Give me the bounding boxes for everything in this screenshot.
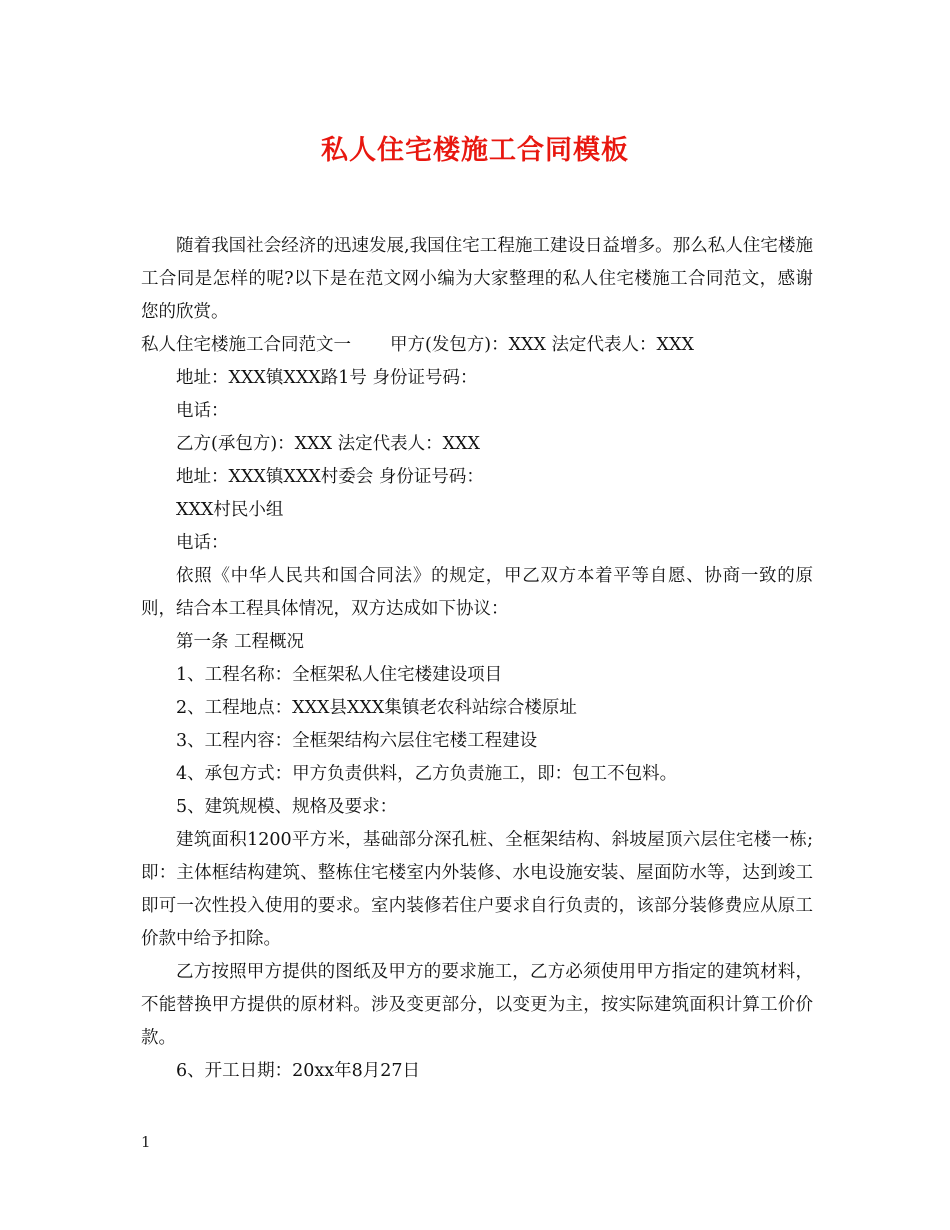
- paragraph: 私人住宅楼施工合同范文一 甲方(发包方)：XXX 法定代表人：XXX: [141, 335, 694, 355]
- paragraph: 电话：: [176, 533, 229, 553]
- paragraph: 4、承包方式：甲方负责供料，乙方负责施工，即：包工不包料。: [176, 764, 678, 784]
- paragraph: 地址：XXX镇XXX路1号 身份证号码：: [176, 368, 478, 388]
- paragraph: 第一条 工程概况: [176, 632, 305, 652]
- document-title: 私人住宅楼施工合同模板: [321, 135, 629, 166]
- paragraph: 5、建筑规模、规格及要求：: [176, 797, 398, 817]
- paragraph: 乙方按照甲方提供的图纸及甲方的要求施工，乙方必须使用甲方指定的建筑材料，不能替换甲方提供的原材料。涉及变更部分，以变更为主，按实际建筑面积计算工价价款。: [141, 962, 813, 1048]
- paragraph: 随着我国社会经济的迅速发展,我国住宅工程施工建设日益增多。那么私人住宅楼施工合同是怎样的呢?以下是在范文网小编为大家整理的私人住宅楼施工合同范文，感谢您的欣赏。: [141, 236, 813, 322]
- paragraph: 电话：: [176, 401, 229, 421]
- paragraph: 3、工程内容：全框架结构六层住宅楼工程建设: [176, 731, 538, 751]
- paragraph: 依照《中华人民共和国合同法》的规定，甲乙双方本着平等自愿、协商一致的原则，结合本工程具体情况，双方达成如下协议：: [141, 566, 813, 619]
- paragraph: XXX村民小组: [176, 500, 284, 520]
- paragraph: 地址：XXX镇XXX村委会 身份证号码：: [176, 467, 484, 487]
- paragraph: 建筑面积1200平方米，基础部分深孔桩、全框架结构、斜坡屋顶六层住宅楼一栋;即：主体框结构建筑、整栋住宅楼室内外装修、水电设施安装、屋面防水等，达到竣工即可一次性投入使用的要求。室内装修若住户要求自行负责的，该部分装修费应从原工价款中给予扣除。: [141, 830, 813, 949]
- paragraph: 1、工程名称：全框架私人住宅楼建设项目: [176, 665, 503, 685]
- paragraph: 6、开工日期：20xx年8月27日: [176, 1061, 421, 1081]
- paragraph: 2、工程地点：XXX县XXX集镇老农科站综合楼原址: [176, 698, 577, 718]
- page-number: 1: [141, 1133, 151, 1151]
- paragraph: 乙方(承包方)：XXX 法定代表人：XXX: [176, 434, 480, 454]
- document-body: [141, 230, 813, 1088]
